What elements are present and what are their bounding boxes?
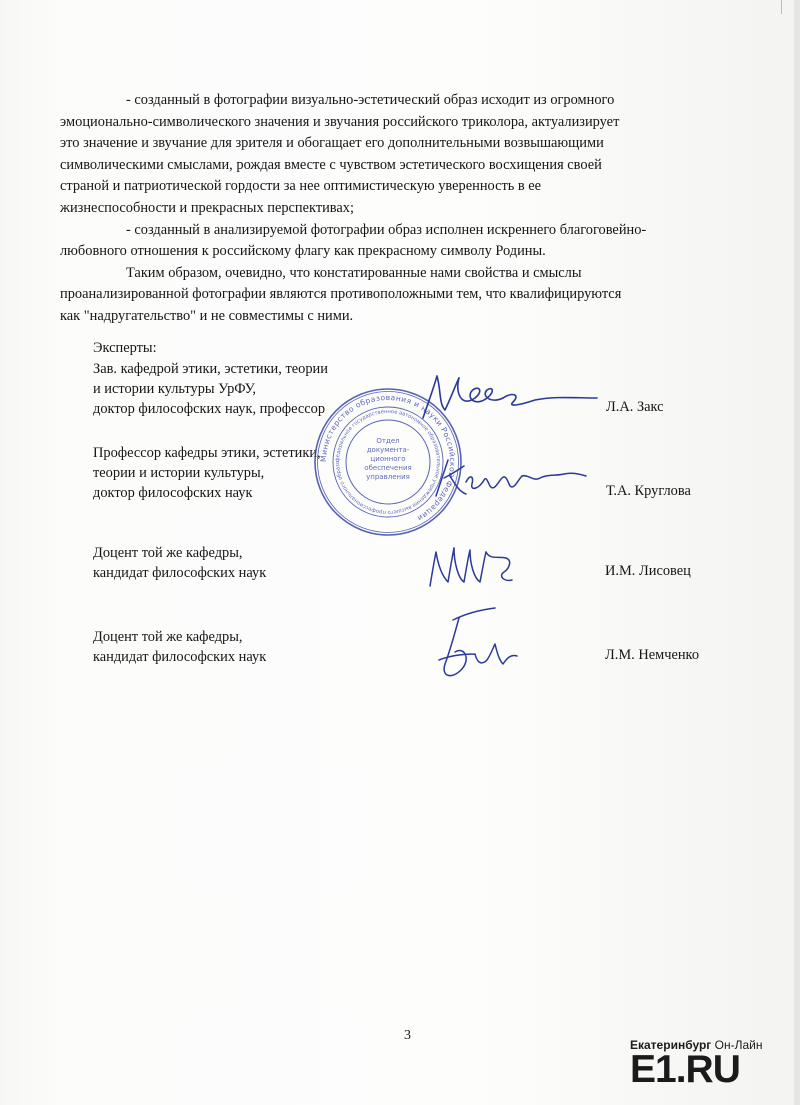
- signatory-title-line: кандидат философских наук: [93, 565, 267, 581]
- stamp-center-line: Отдел: [376, 437, 400, 445]
- text-line: любовного отношения к российскому флагу как прекрасному символу Родины.: [60, 243, 546, 260]
- page-number: 3: [404, 1028, 411, 1043]
- page-edge-shadow: [794, 0, 800, 1105]
- paragraph-reverent-attitude: [60, 220, 711, 263]
- text-line: проанализированной фотографии являются противоположными тем, что квалифицируются: [60, 286, 622, 303]
- text-line: символическими смыслами, рождая вместе с чувством эстетического восхищения своей: [60, 156, 602, 173]
- signatory-name: Л.А. Закс: [606, 399, 664, 415]
- signatory-title-line: теории и истории культуры,: [93, 465, 265, 481]
- watermark-suffix: Он-Лайн: [714, 1038, 763, 1052]
- scan-edge-mark: [781, 0, 782, 14]
- paragraph-visual-image: [60, 90, 711, 220]
- text-line: эмоционально-символического значения и звучания российского триколора, актуализирует: [60, 113, 620, 130]
- stamp-center-line: документа-: [366, 446, 410, 454]
- signature-nemchenko: [425, 600, 525, 690]
- signatory-title-line: Доцент той же кафедры,: [93, 545, 243, 561]
- watermark-city: Екатеринбург: [630, 1038, 712, 1052]
- signature-lisovets: [420, 538, 520, 600]
- signatory-title-line: и истории культуры УрФУ,: [93, 381, 257, 397]
- e1-watermark-logo: [630, 1038, 790, 1096]
- signature-zaks: [415, 368, 605, 424]
- text-line: - созданный в анализируемой фотографии образ исполнен искреннего благоговейно-: [126, 221, 647, 238]
- signatory-name: Л.М. Немченко: [605, 647, 700, 663]
- signatory-name: Т.А. Круглова: [606, 483, 691, 499]
- text-line: Таким образом, очевидно, что констатированные нами свойства и смыслы: [126, 264, 582, 281]
- experts-label: Эксперты:: [93, 340, 157, 356]
- stamp-outer-ring-text: Министерство образования и науки Российской Федерации: [318, 392, 458, 524]
- stamp-center-line: ционного: [370, 455, 406, 463]
- text-line: жизнеспособности и прекрасных перспективах;: [60, 199, 354, 216]
- signatory-title-line: доктор философских наук, профессор: [93, 401, 326, 417]
- paragraph-conclusion: [60, 263, 711, 328]
- watermark-brand: E1.RU: [630, 1048, 740, 1091]
- stamp-center-line: управления: [366, 473, 410, 481]
- signatory-title-line: доктор философских наук: [93, 485, 253, 501]
- text-line: - созданный в фотографии визуально-эстетический образ исходит из огромного: [126, 92, 615, 108]
- conclusion-text: [60, 90, 711, 328]
- signatory-title-line: кандидат философских наук: [93, 649, 267, 665]
- text-line: как "надругательство" и не совместимы с ними.: [60, 307, 354, 324]
- signature-kruglova: [430, 452, 590, 502]
- signatory-name: И.М. Лисовец: [605, 563, 691, 579]
- text-line: это значение и звучание для зрителя и обогащает его дополнительными возвышающими: [60, 135, 604, 152]
- signatory-title-line: Доцент той же кафедры,: [93, 629, 243, 645]
- signatory-title-line: Зав. кафедрой этики, эстетики, теории: [93, 361, 328, 377]
- text-line: страной и патриотической гордости за нее оптимистическую уверенность в ее: [60, 178, 542, 195]
- stamp-inner-ring-text: федеральное государственное автономное образовательное учреждение высшего профессионального образо: [334, 408, 442, 516]
- stamp-center-line: обеспечения: [364, 464, 412, 472]
- signatory-title-line: Профессор кафедры этики, эстетики,: [93, 445, 321, 461]
